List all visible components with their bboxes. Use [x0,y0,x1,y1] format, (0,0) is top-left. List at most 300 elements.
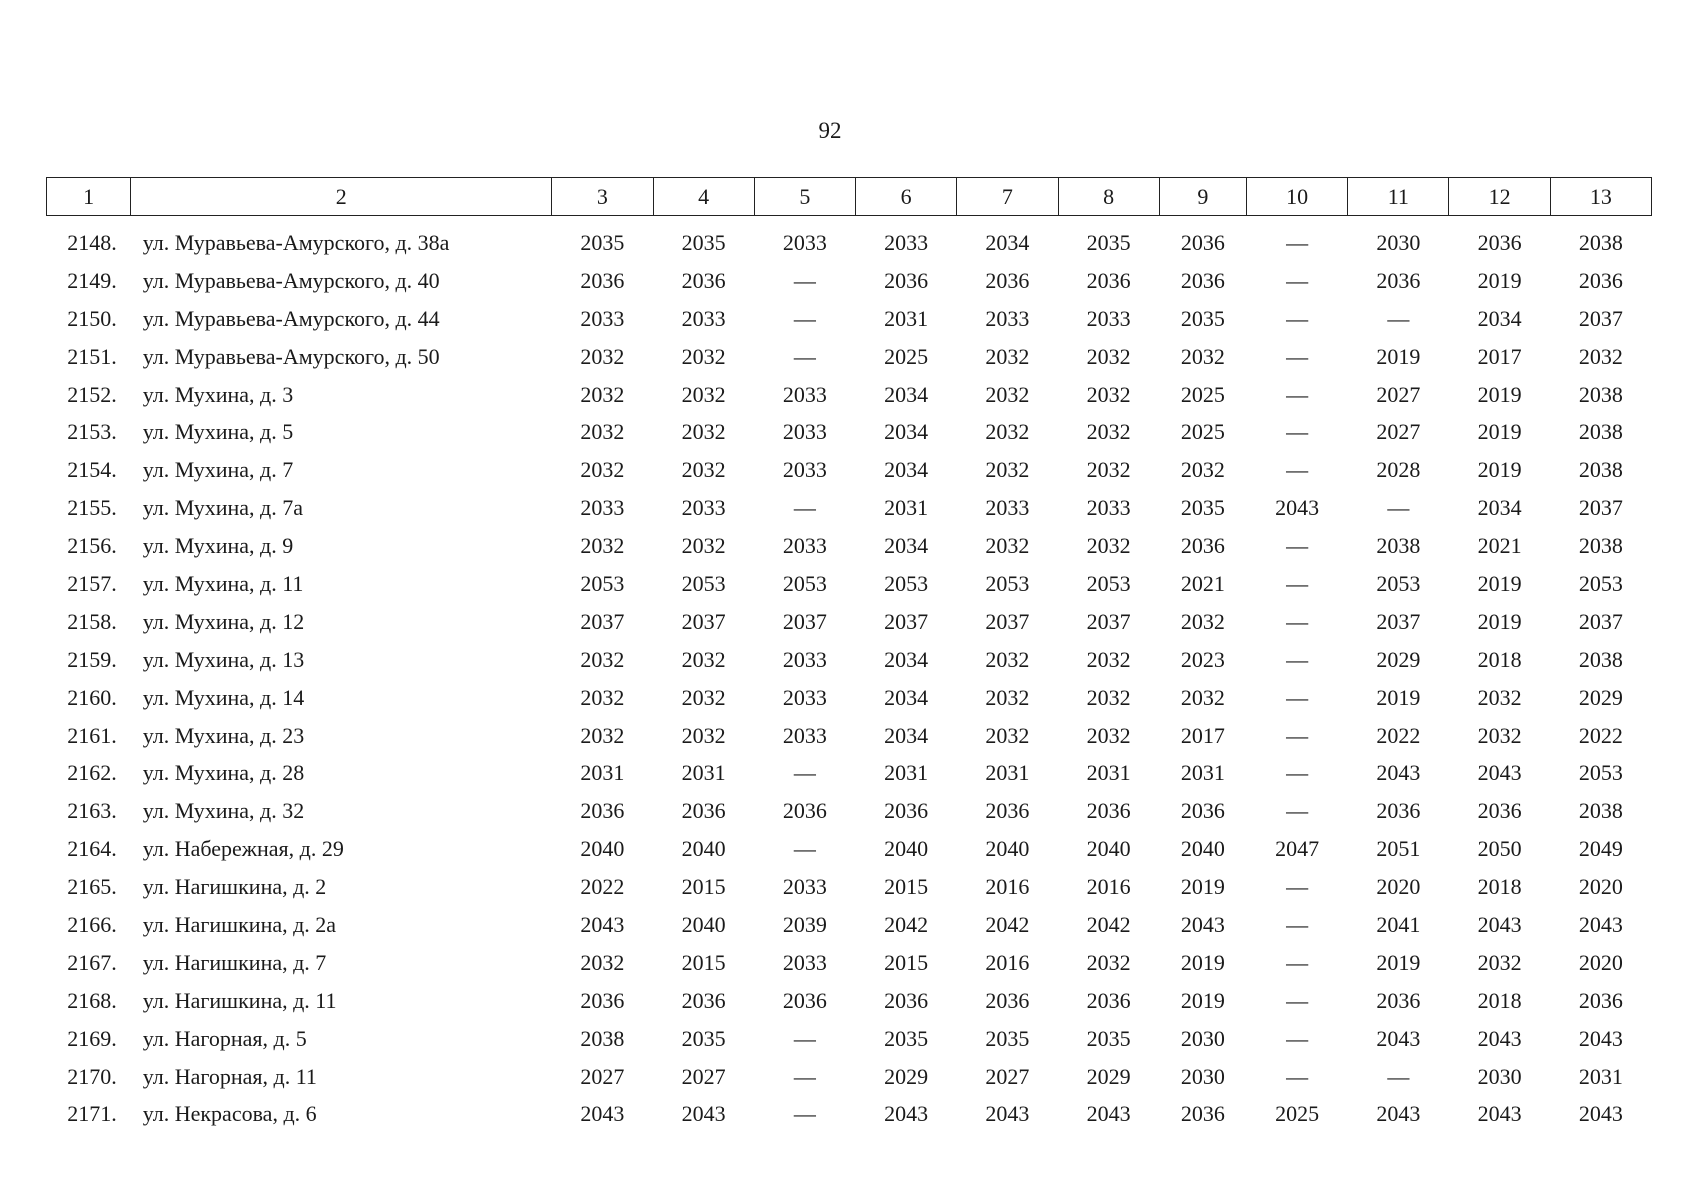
year-cell: 2032 [1086,343,1131,369]
year-cell: 2043 [1578,1025,1623,1051]
year-cell: 2015 [884,949,929,975]
year-cell: 2034 [884,533,929,559]
year-cell: 2034 [985,229,1030,255]
year-cell: — [1286,419,1309,445]
year-cell: 2036 [1578,987,1623,1013]
row-number: 2156. [67,533,117,559]
year-cell: 2043 [1086,1101,1131,1127]
year-cell: — [1286,229,1309,255]
year-cell: 2029 [884,1063,929,1089]
year-cell: 2031 [884,305,929,331]
row-number: 2161. [67,722,117,748]
row-number: 2155. [67,495,117,521]
year-cell: 2037 [1578,495,1623,521]
year-cell: 2033 [782,457,827,483]
table-row [47,413,1652,451]
year-cell: 2019 [1477,570,1522,596]
row-number: 2159. [67,646,117,672]
year-cell: 2015 [681,949,726,975]
year-cell: 2037 [884,608,929,634]
year-cell: 2040 [681,911,726,937]
year-cell: 2032 [1180,343,1225,369]
year-cell: 2035 [1180,495,1225,521]
year-cell: 2032 [985,381,1030,407]
year-cell: 2027 [681,1063,726,1089]
year-cell: 2032 [580,343,625,369]
year-cell: — [793,305,816,331]
year-cell: 2032 [580,646,625,672]
table-row [47,603,1652,641]
year-cell: 2035 [681,1025,726,1051]
year-cell: 2050 [1477,836,1522,862]
address-cell: ул. Нагишкина, д. 11 [142,987,337,1013]
year-cell: — [793,1101,816,1127]
year-cell: 2019 [1376,343,1421,369]
year-cell: 2036 [580,987,625,1013]
year-cell: 2030 [1180,1063,1225,1089]
year-cell: — [793,760,816,786]
year-cell: 2036 [1086,267,1131,293]
year-cell: 2032 [985,684,1030,710]
column-header-5: 5 [754,178,855,216]
table-row [47,527,1652,565]
year-cell: 2032 [1180,457,1225,483]
year-cell: 2022 [1578,722,1623,748]
year-cell: 2036 [884,267,929,293]
year-cell: 2040 [1086,836,1131,862]
year-cell: 2041 [1376,911,1421,937]
column-header-11: 11 [1348,178,1449,216]
year-cell: 2032 [1086,381,1131,407]
year-cell: 2019 [1376,684,1421,710]
address-cell: ул. Мухина, д. 32 [142,798,305,824]
table-row [47,376,1652,414]
address-cell: ул. Муравьева-Амурского, д. 44 [142,305,440,331]
year-cell: 2027 [985,1063,1030,1089]
year-cell: 2033 [782,684,827,710]
year-cell: 2032 [985,722,1030,748]
year-cell: 2019 [1477,457,1522,483]
year-cell: 2038 [1376,533,1421,559]
year-cell: — [1286,722,1309,748]
row-number: 2166. [67,911,117,937]
year-cell: 2043 [1578,911,1623,937]
address-cell: ул. Муравьева-Амурского, д. 40 [142,267,440,293]
year-cell: 2038 [1578,419,1623,445]
column-header-2: 2 [131,178,552,216]
year-cell: 2036 [985,798,1030,824]
year-cell: 2027 [1376,381,1421,407]
address-cell: ул. Мухина, д. 23 [142,722,305,748]
year-cell: 2032 [1477,949,1522,975]
year-cell: 2032 [1086,949,1131,975]
year-cell: 2035 [681,229,726,255]
table-row [47,982,1652,1020]
year-cell: 2036 [884,798,929,824]
year-cell: 2036 [782,798,827,824]
table-row [47,338,1652,376]
year-cell: 2032 [1477,722,1522,748]
year-cell: 2035 [985,1025,1030,1051]
year-cell: 2023 [1180,646,1225,672]
year-cell: — [1286,646,1309,672]
year-cell: 2031 [1578,1063,1623,1089]
year-cell: 2032 [580,457,625,483]
year-cell: 2034 [1477,495,1522,521]
year-cell: 2020 [1376,874,1421,900]
year-cell: 2038 [1578,381,1623,407]
table-row [47,830,1652,868]
year-cell: 2036 [580,798,625,824]
table-row [47,868,1652,906]
table-row [47,906,1652,944]
year-cell: 2043 [1376,1101,1421,1127]
address-cell: ул. Мухина, д. 9 [142,533,294,559]
table-row [47,792,1652,830]
row-number: 2165. [67,874,117,900]
year-cell: 2043 [1578,1101,1623,1127]
year-cell: 2036 [1180,533,1225,559]
year-cell: 2037 [985,608,1030,634]
address-cell: ул. Некрасова, д. 6 [142,1101,317,1127]
column-header-8: 8 [1058,178,1159,216]
column-header-1: 1 [47,178,131,216]
year-cell: — [1286,533,1309,559]
row-number: 2150. [67,305,117,331]
year-cell: 2043 [1477,760,1522,786]
year-cell: 2031 [884,495,929,521]
year-cell: 2029 [1376,646,1421,672]
year-cell: 2019 [1180,987,1225,1013]
address-cell: ул. Мухина, д. 28 [142,760,305,786]
year-cell: 2053 [985,570,1030,596]
year-cell: 2032 [580,684,625,710]
year-cell: 2036 [1180,798,1225,824]
year-cell: 2021 [1180,570,1225,596]
year-cell: 2032 [1578,343,1623,369]
year-cell: 2036 [1180,1101,1225,1127]
year-cell: 2037 [1376,608,1421,634]
year-cell: 2032 [681,722,726,748]
table-row [47,300,1652,338]
year-cell: 2020 [1578,949,1623,975]
table-row [47,489,1652,527]
year-cell: 2032 [1180,684,1225,710]
address-cell: ул. Мухина, д. 5 [142,419,294,445]
row-number: 2168. [67,987,117,1013]
year-cell: 2037 [1578,305,1623,331]
year-cell: 2033 [681,495,726,521]
year-cell: 2053 [580,570,625,596]
year-cell: 2032 [1086,684,1131,710]
year-cell: 2032 [681,381,726,407]
year-cell: 2032 [985,457,1030,483]
address-cell: ул. Муравьева-Амурского, д. 38а [142,229,450,255]
year-cell: 2033 [782,381,827,407]
year-cell: 2038 [1578,533,1623,559]
year-cell: 2038 [1578,229,1623,255]
year-cell: — [1387,1063,1410,1089]
address-cell: ул. Мухина, д. 7а [142,495,303,521]
year-cell: 2032 [580,381,625,407]
year-cell: 2032 [985,533,1030,559]
column-header-6: 6 [856,178,957,216]
year-cell: 2034 [1477,305,1522,331]
year-cell: — [793,1063,816,1089]
year-cell: 2036 [1180,267,1225,293]
year-cell: 2031 [1180,760,1225,786]
year-cell: 2027 [1376,419,1421,445]
year-cell: 2029 [1086,1063,1131,1089]
year-cell: 2043 [1376,1025,1421,1051]
year-cell: 2043 [1477,911,1522,937]
year-cell: 2040 [884,836,929,862]
year-cell: 2018 [1477,987,1522,1013]
year-cell: — [1387,495,1410,521]
year-cell: 2040 [681,836,726,862]
year-cell: 2032 [681,419,726,445]
year-cell: 2033 [985,305,1030,331]
year-cell: 2040 [1180,836,1225,862]
row-number: 2148. [67,229,117,255]
year-cell: 2015 [884,874,929,900]
year-cell: 2036 [985,987,1030,1013]
year-cell: 2043 [1477,1025,1522,1051]
year-cell: 2033 [782,646,827,672]
year-cell: 2042 [884,911,929,937]
year-cell: 2030 [1376,229,1421,255]
year-cell: 2017 [1180,722,1225,748]
year-cell: 2025 [1180,381,1225,407]
year-cell: 2035 [1086,1025,1131,1051]
year-cell: 2030 [1180,1025,1225,1051]
address-cell: ул. Нагорная, д. 5 [142,1025,307,1051]
table-row [47,1058,1652,1096]
year-cell: 2032 [1086,457,1131,483]
table-row [47,262,1652,300]
year-cell: 2033 [782,874,827,900]
year-cell: 2034 [884,457,929,483]
year-cell: 2033 [985,495,1030,521]
row-number: 2153. [67,419,117,445]
year-cell: 2018 [1477,874,1522,900]
year-cell: 2037 [782,608,827,634]
year-cell: 2033 [782,949,827,975]
year-cell: 2031 [681,760,726,786]
year-cell: 2015 [681,874,726,900]
year-cell: 2037 [1086,608,1131,634]
year-cell: 2035 [1180,305,1225,331]
year-cell: 2034 [884,419,929,445]
year-cell: 2032 [1086,646,1131,672]
year-cell: 2036 [681,987,726,1013]
year-cell: 2043 [681,1101,726,1127]
year-cell: — [793,495,816,521]
year-cell: 2042 [985,911,1030,937]
year-cell: 2043 [1275,495,1320,521]
year-cell: 2031 [884,760,929,786]
year-cell: 2033 [580,495,625,521]
year-cell: 2019 [1180,874,1225,900]
table-row [47,754,1652,792]
table-row [47,565,1652,603]
year-cell: — [1286,267,1309,293]
row-number: 2160. [67,684,117,710]
year-cell: 2043 [580,911,625,937]
year-cell: 2032 [580,949,625,975]
year-cell: 2036 [1376,987,1421,1013]
year-cell: 2019 [1477,267,1522,293]
row-number: 2164. [67,836,117,862]
year-cell: 2016 [985,874,1030,900]
row-number: 2157. [67,570,117,596]
year-cell: 2032 [681,343,726,369]
table-row [47,679,1652,717]
year-cell: — [1286,949,1309,975]
year-cell: 2025 [884,343,929,369]
address-cell: ул. Мухина, д. 7 [142,457,294,483]
year-cell: 2030 [1477,1063,1522,1089]
schedule-table [46,177,1652,1133]
column-header-10: 10 [1246,178,1347,216]
year-cell: 2034 [884,381,929,407]
year-cell: 2032 [1086,419,1131,445]
year-cell: 2016 [985,949,1030,975]
page-number: 92 [818,118,842,143]
year-cell: 2025 [1180,419,1225,445]
year-cell: — [1286,1025,1309,1051]
year-cell: 2033 [782,229,827,255]
year-cell: 2033 [580,305,625,331]
row-number: 2171. [67,1101,117,1127]
year-cell: 2031 [580,760,625,786]
year-cell: 2033 [681,305,726,331]
row-number: 2151. [67,343,117,369]
year-cell: — [1286,911,1309,937]
year-cell: 2019 [1180,949,1225,975]
year-cell: 2033 [782,533,827,559]
year-cell: — [793,343,816,369]
year-cell: 2036 [1086,987,1131,1013]
row-number: 2152. [67,381,117,407]
year-cell: 2033 [1086,495,1131,521]
column-header-13: 13 [1550,178,1651,216]
year-cell: 2036 [1376,267,1421,293]
year-cell: — [793,836,816,862]
year-cell: 2035 [884,1025,929,1051]
year-cell: — [1286,798,1309,824]
table-row [47,451,1652,489]
table-header [47,178,1652,216]
address-cell: ул. Мухина, д. 12 [142,608,305,634]
year-cell: 2053 [884,570,929,596]
year-cell: 2034 [884,722,929,748]
table-row [47,641,1652,679]
year-cell: 2043 [1376,760,1421,786]
row-number: 2169. [67,1025,117,1051]
year-cell: — [1286,874,1309,900]
year-cell: 2031 [1086,760,1131,786]
year-cell: 2025 [1275,1101,1320,1127]
year-cell: 2036 [1578,267,1623,293]
address-cell: ул. Нагорная, д. 11 [142,1063,317,1089]
address-cell: ул. Нагишкина, д. 2а [142,911,337,937]
year-cell: 2053 [782,570,827,596]
column-header-9: 9 [1159,178,1246,216]
table-body [47,216,1652,1134]
year-cell: 2019 [1477,381,1522,407]
table-row [47,216,1652,262]
address-cell: ул. Мухина, д. 13 [142,646,305,672]
year-cell: 2032 [1180,608,1225,634]
year-cell: 2036 [681,267,726,293]
year-cell: 2036 [884,987,929,1013]
year-cell: 2036 [580,267,625,293]
year-cell: 2029 [1578,684,1623,710]
year-cell: 2038 [1578,457,1623,483]
year-cell: 2040 [985,836,1030,862]
year-cell: 2040 [580,836,625,862]
year-cell: 2036 [681,798,726,824]
year-cell: 2017 [1477,343,1522,369]
year-cell: 2020 [1578,874,1623,900]
year-cell: — [1387,305,1410,331]
column-header-3: 3 [552,178,653,216]
row-number: 2167. [67,949,117,975]
year-cell: — [1286,608,1309,634]
year-cell: 2043 [884,1101,929,1127]
year-cell: 2034 [884,684,929,710]
year-cell: 2047 [1275,836,1320,862]
year-cell: 2036 [1180,229,1225,255]
year-cell: — [1286,570,1309,596]
year-cell: 2036 [1086,798,1131,824]
year-cell: 2036 [1376,798,1421,824]
year-cell: 2022 [1376,722,1421,748]
year-cell: 2027 [580,1063,625,1089]
year-cell: 2022 [580,874,625,900]
year-cell: 2032 [580,533,625,559]
year-cell: — [1286,684,1309,710]
table-row [47,944,1652,982]
year-cell: — [1286,343,1309,369]
table-row [47,1020,1652,1058]
year-cell: 2036 [985,267,1030,293]
row-number: 2163. [67,798,117,824]
address-cell: ул. Мухина, д. 11 [142,570,304,596]
year-cell: 2033 [1086,305,1131,331]
row-number: 2162. [67,760,117,786]
year-cell: 2032 [681,684,726,710]
year-cell: 2036 [782,987,827,1013]
year-cell: 2043 [1477,1101,1522,1127]
address-cell: ул. Муравьева-Амурского, д. 50 [142,343,440,369]
year-cell: 2019 [1477,419,1522,445]
row-number: 2154. [67,457,117,483]
year-cell: 2035 [1086,229,1131,255]
year-cell: 2037 [681,608,726,634]
year-cell: 2053 [1376,570,1421,596]
year-cell: 2021 [1477,533,1522,559]
year-cell: 2016 [1086,874,1131,900]
year-cell: 2033 [782,722,827,748]
address-cell: ул. Набережная, д. 29 [142,836,344,862]
header-row [47,178,1652,216]
column-header-4: 4 [653,178,754,216]
year-cell: 2028 [1376,457,1421,483]
year-cell: 2018 [1477,646,1522,672]
year-cell: 2038 [1578,646,1623,672]
